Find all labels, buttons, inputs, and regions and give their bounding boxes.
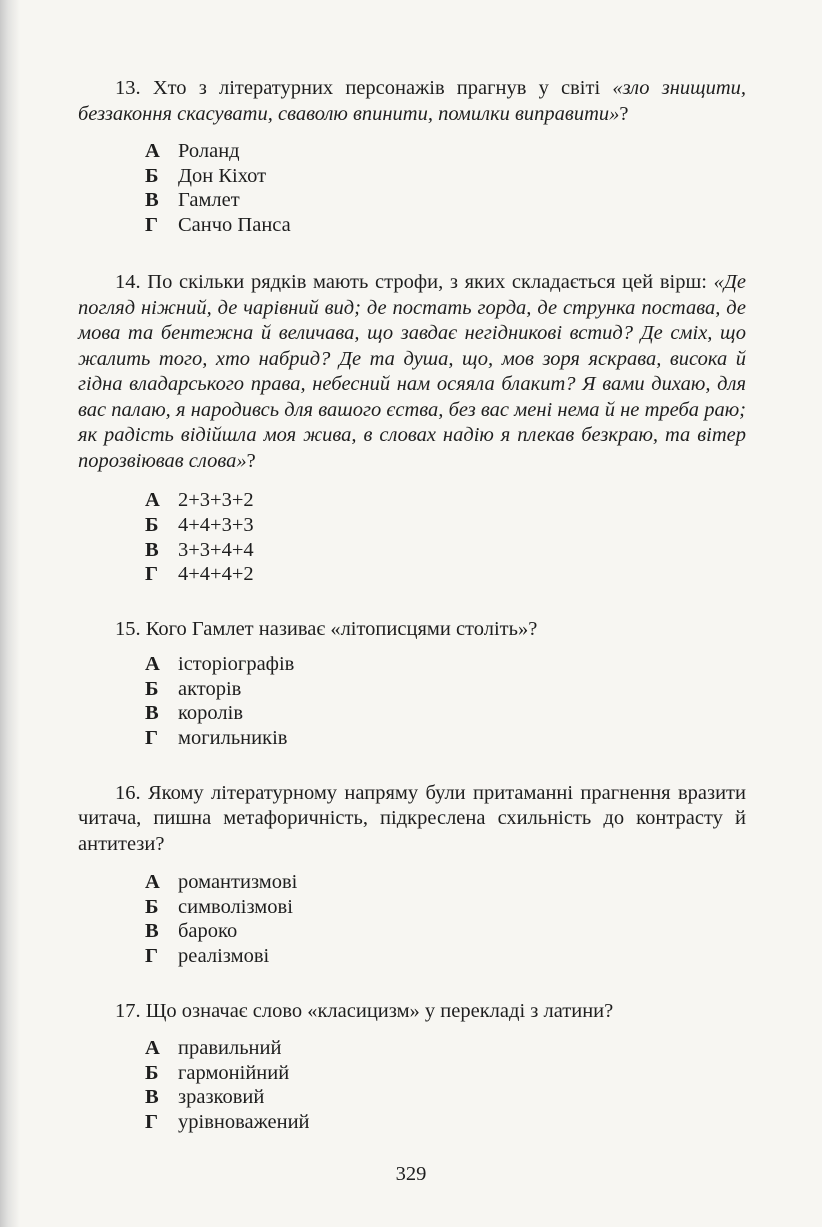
option-letter: В (145, 1086, 159, 1109)
answer-option (145, 1061, 746, 1086)
question-15 (78, 617, 746, 751)
answer-option (145, 919, 746, 944)
option-text: королів (178, 702, 244, 725)
question-16 (78, 781, 746, 969)
answer-options (145, 488, 746, 586)
question-prompt: Хто з літературних персонажів прагнув у світі (152, 77, 613, 99)
option-text: 3+3+4+4 (178, 538, 254, 561)
question-end: ? (246, 449, 256, 472)
option-letter: В (145, 538, 159, 561)
option-letter: А (145, 140, 160, 162)
option-text: Роланд (178, 140, 240, 162)
question-text (78, 617, 746, 643)
option-letter: Б (145, 164, 159, 187)
option-text: 2+3+3+2 (178, 489, 254, 512)
question-text (78, 270, 746, 474)
answer-option (145, 488, 746, 513)
question-prompt: Що означає слово «класицизм» у перекладі з латини? (145, 999, 614, 1022)
option-text: Санчо Панса (178, 213, 291, 236)
answer-options (145, 870, 746, 968)
answer-option (145, 726, 746, 751)
option-text: зразковий (178, 1086, 265, 1109)
option-letter: В (145, 920, 159, 943)
option-text: правильний (178, 1037, 282, 1059)
answer-option (145, 895, 746, 920)
page-content (78, 76, 746, 1134)
answer-option (145, 164, 746, 189)
option-letter: Б (145, 513, 159, 536)
option-letter: Г (145, 944, 159, 967)
option-letter: Г (145, 727, 159, 750)
question-number: 14. (115, 271, 141, 294)
question-prompt: По скільки рядків мають строфи, з яких складається цей вірш: (147, 271, 714, 294)
answer-option (145, 139, 746, 164)
option-letter: В (145, 702, 159, 725)
option-text: гармонійний (178, 1061, 290, 1084)
option-letter: А (145, 871, 160, 894)
answer-option (145, 213, 746, 238)
answer-option (145, 188, 746, 213)
option-letter: А (145, 653, 160, 676)
answer-option (145, 677, 746, 702)
answer-option (145, 1036, 746, 1061)
option-text: акторів (178, 677, 242, 700)
option-text: могильників (178, 727, 288, 750)
option-text: 4+4+4+2 (178, 563, 254, 586)
question-17 (78, 999, 746, 1135)
answer-option (145, 870, 746, 895)
question-text (78, 76, 746, 127)
option-letter: Б (145, 677, 159, 700)
option-letter: Г (145, 563, 159, 586)
option-letter: А (145, 1037, 160, 1059)
answer-options (145, 652, 746, 750)
option-text: Гамлет (178, 189, 240, 212)
question-prompt: Кого Гамлет називає «літописцями століть»? (145, 617, 538, 640)
option-letter: Г (145, 213, 159, 236)
option-text: 4+4+3+3 (178, 513, 254, 536)
answer-options (145, 1036, 746, 1134)
question-number: 17. (115, 999, 141, 1022)
answer-option (145, 513, 746, 538)
answer-option (145, 1085, 746, 1110)
answer-option (145, 652, 746, 677)
question-number: 16. (115, 781, 141, 804)
option-text: урівноважений (178, 1110, 310, 1133)
question-number: 15. (115, 617, 141, 640)
option-letter: В (145, 189, 159, 212)
page-binding-shadow (0, 0, 20, 1227)
question-text (78, 999, 746, 1025)
answer-option (145, 538, 746, 563)
question-14 (78, 270, 746, 586)
page-number: 329 (395, 1163, 427, 1185)
question-quote: «Де погляд ніжний, де чарівний вид; де постать горда, де струнка постава, де мова та бентежна й величава, що завдає негідникові встид? Де сміх, що жалить того, хто набрид? Де та душа, що, мов зоря яскрава, висока й гідна владарського права, небесний нам осяяла блакит? Я вами дихаю, для вас палаю, я народивсь для вашого єства, без вас мені нема й не треба раю; як радість відійшла моя жива, в словах надію я плекав безкраю, та вітер порозвіював слова» (78, 271, 747, 472)
question-end: ? (619, 102, 629, 125)
option-text: бароко (178, 920, 238, 943)
question-quote: «зло знищити, беззаконня скасувати, сваволю впинити, помилки виправити» (78, 77, 747, 125)
question-prompt: Якому літературному напряму були притаманні прагнення вразити читача, пишна метафоричність, підкреслена схильність до контрасту й антитези? (78, 781, 746, 855)
answer-options (145, 139, 746, 237)
answer-option (145, 1110, 746, 1135)
option-text: символізмові (178, 895, 293, 918)
option-letter: Б (145, 895, 159, 918)
question-text (78, 781, 746, 858)
answer-option (145, 562, 746, 587)
answer-option (145, 701, 746, 726)
option-text: романтизмові (178, 871, 298, 894)
question-number: 13. (115, 77, 141, 99)
option-text: реалізмові (178, 944, 270, 967)
option-letter: А (145, 489, 160, 512)
option-letter: Б (145, 1061, 159, 1084)
option-text: історіографів (178, 653, 295, 676)
option-text: Дон Кіхот (178, 164, 267, 187)
answer-option (145, 944, 746, 969)
option-letter: Г (145, 1110, 159, 1133)
question-13 (78, 76, 746, 237)
